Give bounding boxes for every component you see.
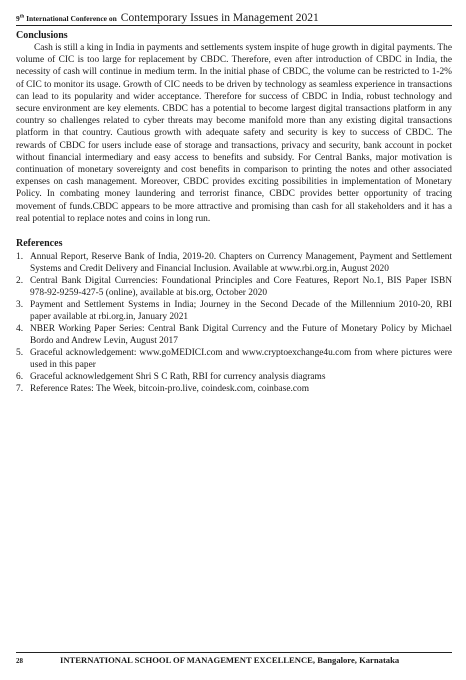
- reference-text: Reference Rates: The Week, bitcoin-pro.live, coindesk.com, coinbase.com: [30, 384, 310, 395]
- reference-item: [16, 347, 452, 371]
- reference-number: 5.: [16, 348, 24, 359]
- reference-number: 7.: [16, 384, 24, 395]
- institution-name: INTERNATIONAL SCHOOL OF MANAGEMENT EXCELLENCE, Bangalore, Karnataka: [60, 655, 400, 665]
- page-body: [16, 30, 452, 395]
- reference-text: Annual Report, Reserve Bank of India, 2019-20. Chapters on Currency Management, Payment and Settlement Systems and Credit Delivery and Financial Inclusion. Available at www.rbi.org.in, August 2020: [30, 252, 452, 275]
- reference-text: NBER Working Paper Series: Central Bank Digital Currency and the Future of Monetary Policy by Michael Bordo and Andrew Levin, August 2017: [30, 324, 452, 347]
- reference-item: [16, 323, 452, 347]
- running-footer: [16, 655, 452, 665]
- reference-item: [16, 371, 452, 383]
- reference-number: 3.: [16, 300, 24, 311]
- page-number: 28: [16, 657, 23, 665]
- footer-divider: [16, 652, 452, 653]
- conclusions-paragraph: Cash is still a king in India in payments and settlements system inspite of huge growth in digital payments. The volume of CIC is too large for replacement by CBDC. Therefore, even after introduction of CBDC in India, the necessity of cash will continue in medium term. In the initial phase of CBDC, the volume can be restricted to 1-2% of CIC to monitor its usage. Growth of CIC needs to be driven by technology as seamless experience in transactions can lead to its popularity and wider acceptance. Therefore for success of CBDC in India, robust technology and secure environment are key elements. CBDC has a potential to become largest digital transactions platform in any country so challenges related to cyber threats may become manifold more than any existing digital transactions platform in that country. Cautious growth with adequate safety and security is key to success of CBDC. The rewards of CBDC for users include ease of storage and transactions, privacy and security, bank account in pocket without financial intermediary and easy access to benefits and subsidy. For Central Banks, major motivation is continuation of monetary sovereignty and cost benefits in comparison to printing the notes and other associated expenses on cash management. Moreover, CBDC provides exciting possibilities in implementation of Monetary Policy. In combating money laundering and terrorist finance, CBDC provides better opportunity of tracing movement of funds.CBDC appears to be more attractive and promising than cash for all stakeholders and it has a real potential to replace notes and coins in long run.: [16, 43, 452, 224]
- reference-text: Payment and Settlement Systems in India; Journey in the Second Decade of the Millennium 2010-20, RBI paper available at rbi.org.in, January 2021: [30, 300, 452, 323]
- running-header: [16, 8, 452, 26]
- reference-number: 4.: [16, 324, 24, 335]
- conference-edition: 9th International Conference on: [16, 14, 117, 23]
- reference-item: [16, 275, 452, 299]
- reference-item: [16, 383, 452, 395]
- reference-item: [16, 299, 452, 323]
- reference-text: Central Bank Digital Currencies: Foundational Principles and Core Features, Report No.1, BIS Paper ISBN 978-92-9259-427-5 (online), available at bis.org, October 2020: [30, 276, 452, 299]
- reference-item: [16, 251, 452, 275]
- reference-number: 1.: [16, 252, 24, 263]
- reference-number: 6.: [16, 372, 24, 383]
- conference-title: Contemporary Issues in Management 2021: [120, 12, 319, 24]
- references-heading: References: [16, 238, 63, 250]
- conclusions-heading: Conclusions: [16, 30, 68, 41]
- reference-text: Graceful acknowledgement: www.goMEDICI.com and www.cryptoexchange4u.com from where pictures were used in this paper: [30, 348, 452, 371]
- reference-number: 2.: [16, 276, 24, 287]
- references-list: [16, 251, 452, 395]
- header-divider: [16, 25, 452, 26]
- reference-text: Graceful acknowledgement Shri S C Rath, RBI for currency analysis diagrams: [30, 372, 326, 383]
